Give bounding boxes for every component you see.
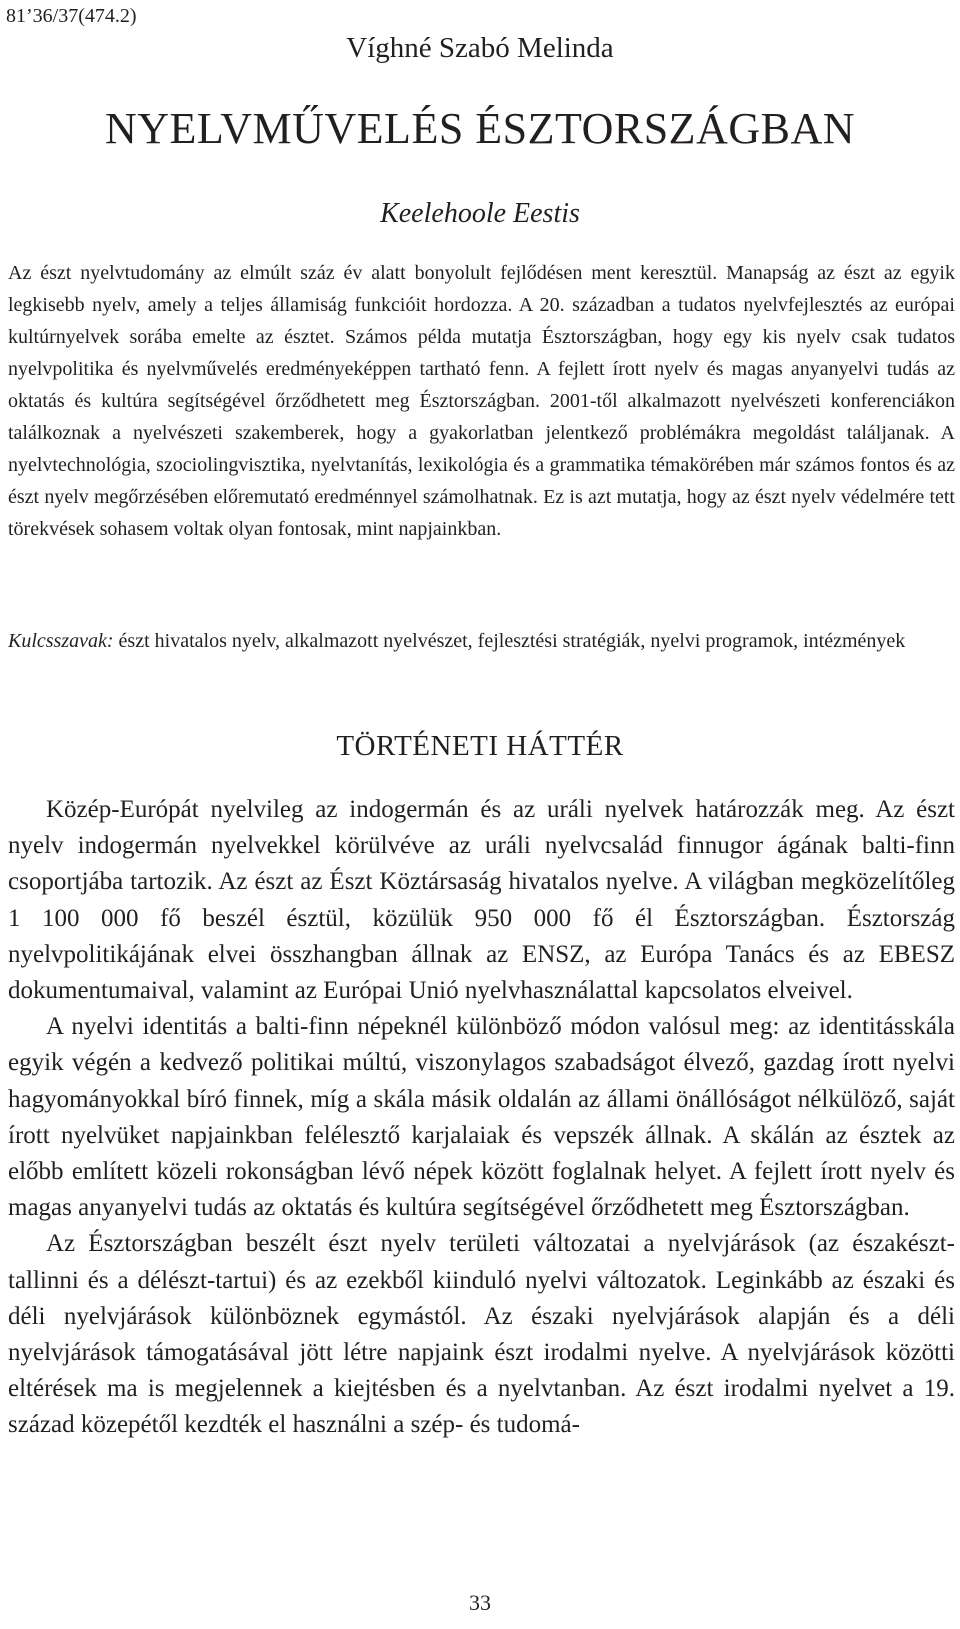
article-subtitle: Keelehoole Eestis: [380, 198, 580, 229]
section-heading: TÖRTÉNETI HÁTTÉR: [336, 730, 624, 762]
body-paragraph: Az Észtországban beszélt észt nyelv területi változatai a nyelvjárások (az északészt-tallinni és a délészt-tartui) és az ezekből kiinduló nyelvi változatok. Leginkább az északi és déli nyelvjárások különböznek egymástól. Az északi nyelvjárások alapján és a déli nyelvjárások támogatásával jött létre napjaink észt irodalmi nyelve. A nyelvjárások közötti eltérések ma is megjelennek a kiejtésben és a nyelvtanban. Az észt irodalmi nyelvet a 19. század közepétől kezdték el használni a szép- és tudomá-: [8, 1230, 955, 1439]
page-number: 33: [469, 1590, 491, 1615]
keywords-text: észt hivatalos nyelv, alkalmazott nyelvészet, fejlesztési stratégiák, nyelvi programok, intézmények: [113, 630, 906, 652]
abstract: Az észt nyelvtudomány az elmúlt száz év alatt bonyolult fejlődésen ment keresztül. Manapság az észt az egyik legkisebb nyelv, amely a teljes államiság funkcióit hordozza. A 20. században a tudatos nyelvfejlesztés az európai kultúrnyelvek sorába emelte az észtet. Számos példa mutatja Észtországban, hogy egy kis nyelv csak tudatos nyelvpolitika és nyelvművelés eredményeképpen tartható fenn. A fejlett írott nyelv és magas anyanyelvi tudás az oktatás és kultúra segítségével őrződhetett meg Észtországban. 2001-től alkalmazott nyelvészeti konferenciákon találkoznak a nyelvészeti szakemberek, hogy a gyakorlatban jelentkező problémákra megoldást találjanak. A nyelvtechnológia, szociolingvisztika, nyelvtanítás, lexikológia és a grammatika témakörében már számos fontos és az észt nyelv megőrzésében előremutató eredménnyel számolhatnak. Ez is azt mutatja, hogy az észt nyelv védelmére tett törekvések sohasem voltak olyan fontosak, mint napjainkban.: [8, 262, 955, 540]
keywords: [8, 625, 955, 657]
udc-code: 81’36/37(474.2): [6, 5, 137, 27]
body-paragraph: Közép-Európát nyelvileg az indogermán és az uráli nyelvek határozzák meg. Az észt nyelv indogermán nyelvekkel körülvéve az uráli nyelvcsalád finnugor ágának balti-finn csoportjába tartozik. Az észt az Észt Köztársaság hivatalos nyelve. A világban megközelítőleg 1 100 000 fő beszél észtül, közülük 950 000 fő él Észtországban. Észtország nyelvpolitikájának elvei összhangban állnak az ENSZ, az Európa Tanács és az EBESZ dokumentumaival, valamint az Európai Unió nyelvhasználattal kapcsolatos elveivel.: [8, 796, 955, 1005]
author-name: Víghné Szabó Melinda: [346, 32, 614, 64]
keywords-label: Kulcsszavak:: [8, 630, 114, 652]
article-title: NYELVMŰVELÉS ÉSZTORSZÁGBAN: [104, 104, 856, 153]
body-text: [8, 792, 955, 1444]
body-paragraph: A nyelvi identitás a balti-finn népeknél különböző módon valósul meg: az identitásskála egyik végén a kedvező politikai múltú, viszonylagos szabadságot élvező, gazdag írott nyelvi hagyományokkal bíró finnek, míg a skála másik oldalán az állami önállóságot nélkülöző, saját írott nyelvüket napjainkban felélesztő karjalaiak és vepszék állnak. A skálán az észtek az előbb említett közeli rokonságban lévő népek között foglalnak helyet. A fejlett írott nyelv és magas anyanyelvi tudás az oktatás és kultúra segítségével őrződhetett meg Észtországban.: [8, 1013, 955, 1222]
